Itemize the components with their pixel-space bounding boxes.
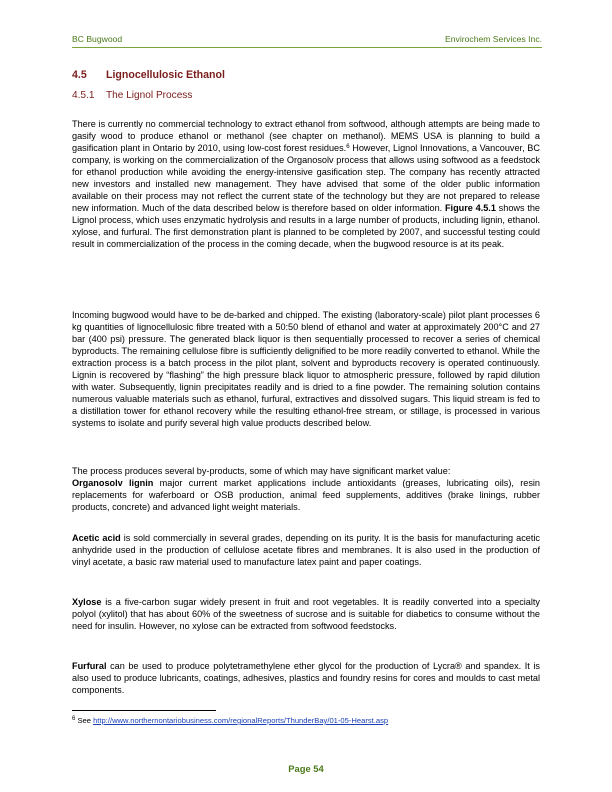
- subsection-number: 4.5.1: [72, 90, 95, 101]
- paragraph-3: [72, 465, 540, 513]
- paragraph-5: [72, 596, 540, 632]
- term-furfural: Furfural: [72, 661, 107, 671]
- furfural-text: can be used to produce polytetramethylene ether glycol for the production of Lycra® and spandex. It is also used to produce lubricants, coatings, adhesives, plastics and foundry resins for cores and moulds to cast metal components.: [72, 661, 540, 696]
- paragraph-2: [72, 309, 540, 429]
- subsection-heading: [72, 90, 192, 101]
- footnote-ref: 6: [346, 144, 350, 151]
- footnote-number: 6: [72, 716, 76, 722]
- paragraph-6: [72, 660, 540, 696]
- subsection-title: The Lignol Process: [106, 90, 193, 101]
- page-number: Page 54: [288, 763, 324, 774]
- footnote-prefix: See: [75, 716, 94, 725]
- paragraph-1-text-b: However, Lignol Innovations, a Vancouver, BC company, is working on the commercialization of the Organosolv process that allows using softwood as a feedstock for ethanol production while avoiding the energy-intensive gasification step. The company has recently attracted new investors and installed new management. They have advised that some of the older public information available on their process may not reflect the current state of the technology but they are not prepared to release new information. Much of the data described below is therefore based on older information.: [72, 143, 540, 214]
- paragraph-1-text-a: There is currently no commercial technology to extract ethanol from softwood, although attempts are being made to gasify wood to produce ethanol or methanol (see chapter on methanol). MEMS USA is planning to build a gasification plant in Ontario by 2010, using low-cost forest residues.: [72, 119, 540, 154]
- running-header: [72, 34, 542, 48]
- term-xylose: Xylose: [72, 597, 102, 607]
- header-left: BC Bugwood: [72, 34, 123, 44]
- organosolv-lignin-text: major current market applications include antioxidants (greases, lubricating oils), resin replacements for waferboard or OSB production, animal feed supplements, additives (brake linings, rubber products, concrete) and advanced light weight materials.: [72, 478, 540, 513]
- paragraph-4: [72, 532, 540, 568]
- acetic-acid-text: is sold commercially in several grades, depending on its purity. It is the basis for manufacturing acetic anhydride used in the production of cellulose acetate fibres and membranes. It is also used in the production of vinyl acetate, a basic raw material used to manufacture latex paint and paper coatings.: [72, 533, 540, 568]
- footnote-link[interactable]: http://www.northernontariobusiness.com/regionalReports/ThunderBay/01-05-Hearst.asp: [93, 716, 389, 725]
- term-acetic-acid: Acetic acid: [72, 533, 121, 543]
- xylose-text: is a five-carbon sugar widely present in fruit and root vegetables. It is readily converted into a specialty polyol (xylitol) that has about 60% of the sweetness of sucrose and is suitable for diabetics to consume without the need for insulin. However, no xylose can be extracted from softwood feedstocks.: [72, 597, 540, 632]
- byproducts-intro: The process produces several by-products, some of which may have significant market value:: [72, 466, 451, 476]
- footnote: [72, 716, 388, 725]
- section-title: Lignocellulosic Ethanol: [106, 69, 225, 81]
- figure-reference: Figure 4.5.1: [444, 203, 496, 214]
- term-organosolv-lignin: Organosolv lignin: [72, 478, 154, 489]
- paragraph-2-text: Incoming bugwood would have to be de-barked and chipped. The existing (laboratory-scale) pilot plant processes 6 kg quantities of lignocellulosic fibre treated with a 50:50 blend of ethanol and water at approximately 200°C and 27 bar (400 psi) pressure. The generated black liquor is then sequentially processed to recover a series of chemical byproducts. The remaining cellulose fibre is sufficiently delignified to be more readily converted to ethanol. While the extraction process is a batch process in the pilot plant, solvent and byproducts recovery is operated continuously. Lignin is recovered by “flashing” the high pressure black liquor to atmospheric pressure, followed by rapid dilution with water. Subsequently, lignin precipitates readily and is dried to a fine powder. The remaining solution contains numerous valuable materials such as ethanol, furfural, extractives and dissolved sugars. This liquid stream is fed to a distillation tower for ethanol recovery while the resulting ethanol-free stream, or stillage, is processed in various systems to isolate and purify several high value products described below.: [72, 310, 540, 429]
- paragraph-1: [72, 118, 540, 251]
- header-right: Envirochem Services Inc.: [445, 34, 542, 44]
- footnote-separator: [72, 710, 216, 711]
- section-heading: [72, 69, 225, 81]
- paragraph-1-text-c: shows the Lignol process, which uses enzymatic hydrolysis and results in a large number of products, including lignin, ethanol. xylose, and furfural. The first demonstration plant is planned to be completed by 2007, and successful testing could result in commercialization of the process in the coming decade, when the bugwood resource is at its peak.: [72, 203, 540, 250]
- section-number: 4.5: [72, 69, 87, 81]
